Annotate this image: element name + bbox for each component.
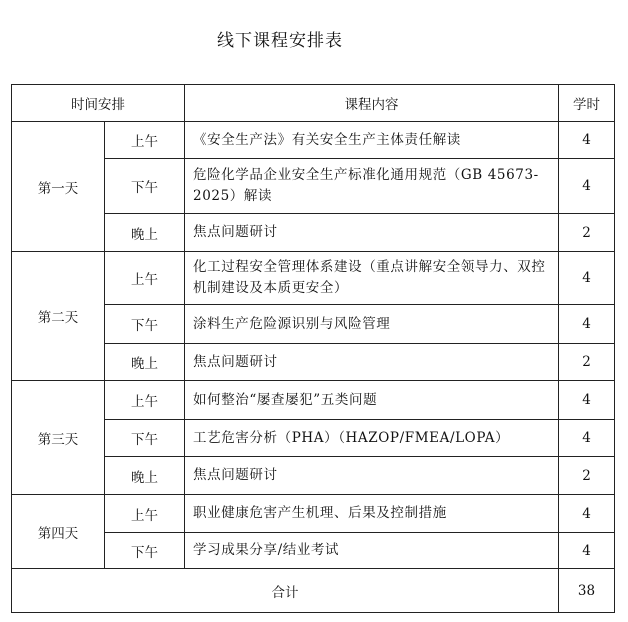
session-content: 化工过程安全管理体系建设（重点讲解安全领导力、双控机制建设及本质更安全） [185,252,559,305]
session-slot: 下午 [105,533,185,569]
total-label: 合计 [12,569,559,613]
session-hours: 4 [559,305,615,344]
session-content: 职业健康危害产生机理、后果及控制措施 [185,495,559,533]
header-hours: 学时 [559,85,615,122]
table-row [12,495,615,533]
course-schedule-table [11,84,615,613]
session-hours: 4 [559,495,615,533]
session-slot: 上午 [105,381,185,420]
session-hours: 4 [559,122,615,159]
session-slot: 上午 [105,252,185,305]
table-row [12,252,615,305]
session-hours: 2 [559,457,615,495]
page-title: 线下课程安排表 [217,31,343,51]
day-label: 第三天 [12,381,105,495]
header-content: 课程内容 [185,85,559,122]
session-content: 焦点问题研讨 [185,214,559,252]
session-hours: 4 [559,381,615,420]
session-hours: 4 [559,159,615,214]
session-slot: 晚上 [105,214,185,252]
session-slot: 上午 [105,122,185,159]
day-label: 第四天 [12,495,105,569]
session-slot: 晚上 [105,344,185,381]
session-content: 工艺危害分析（PHA）（HAZOP/FMEA/LOPA） [185,420,559,457]
session-content: 焦点问题研讨 [185,457,559,495]
session-hours: 4 [559,533,615,569]
session-slot: 上午 [105,495,185,533]
session-slot: 下午 [105,420,185,457]
session-content: 如何整治“屡查屡犯”五类问题 [185,381,559,420]
session-content: 焦点问题研讨 [185,344,559,381]
day-label: 第二天 [12,252,105,381]
total-hours: 38 [559,569,615,613]
session-content: 学习成果分享/结业考试 [185,533,559,569]
session-hours: 2 [559,344,615,381]
session-content: 涂料生产危险源识别与风险管理 [185,305,559,344]
header-time: 时间安排 [12,85,185,122]
total-row [12,569,615,613]
session-slot: 下午 [105,159,185,214]
session-slot: 下午 [105,305,185,344]
session-hours: 4 [559,252,615,305]
session-slot: 晚上 [105,457,185,495]
table-row [12,122,615,159]
session-hours: 4 [559,420,615,457]
session-content: 危险化学品企业安全生产标准化通用规范（GB 45673-2025）解读 [185,159,559,214]
session-hours: 2 [559,214,615,252]
session-content: 《安全生产法》有关安全生产主体责任解读 [185,122,559,159]
day-label: 第一天 [12,122,105,252]
table-row [12,381,615,420]
table-header-row [12,85,615,122]
